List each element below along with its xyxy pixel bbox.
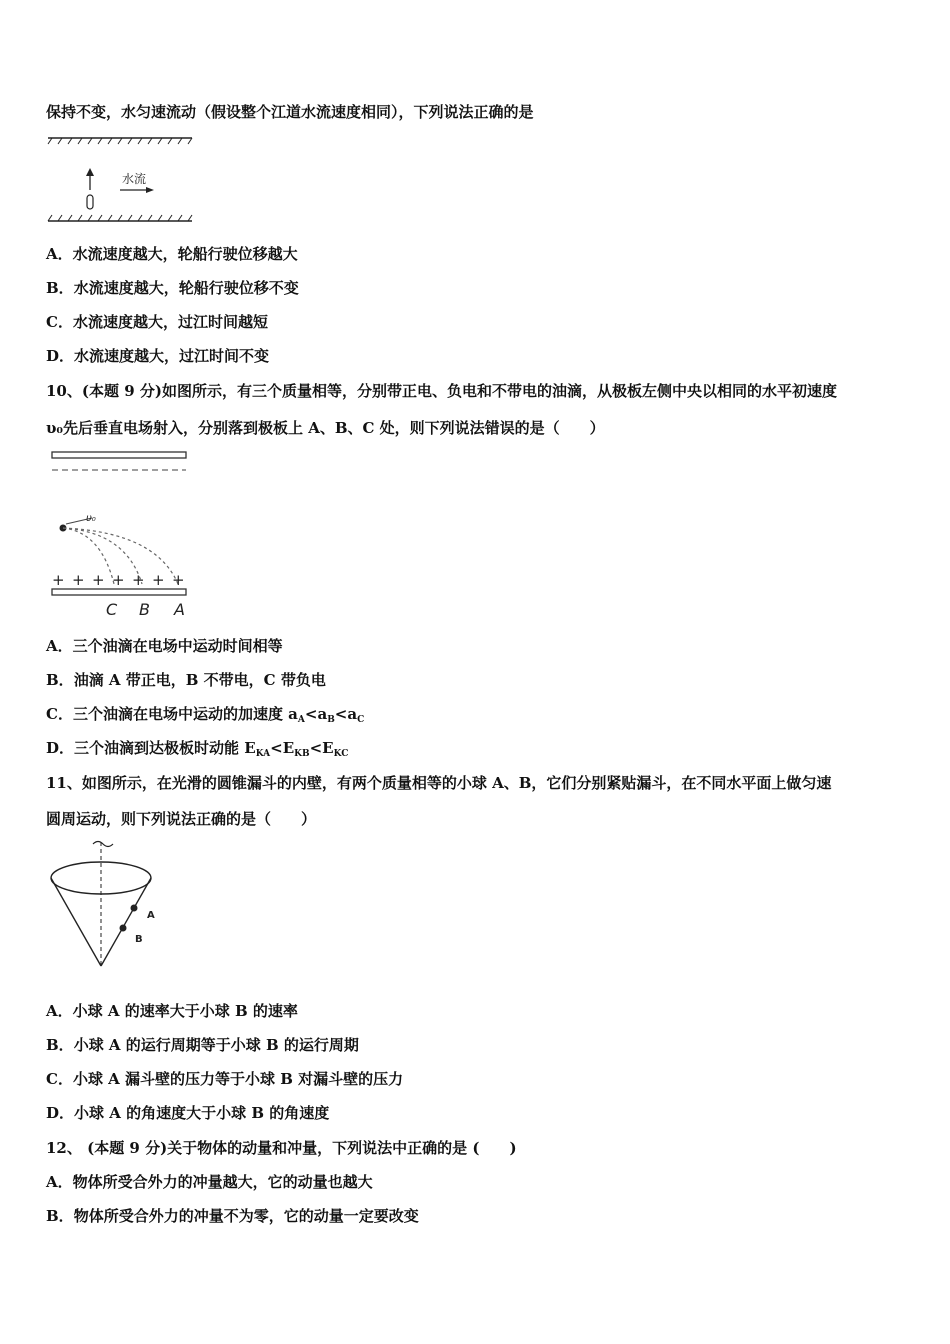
ball-b-label: B [135,934,143,945]
point-a-label: A [174,600,185,619]
q10-option-d: D．三个油滴到达极板时动能 $E_{KA}<E_{KB}<E_{KC}$ [46,739,349,759]
svg-text:+: + [92,571,105,589]
capacitor-figure [46,448,196,623]
q10-option-a: A．三个油滴在电场中运动时间相等 [46,637,283,655]
svg-text:+: + [152,571,165,589]
q11-stem-line2: 圆周运动，则下列说法正确的是（ ） [46,810,317,828]
q11-option-b: B．小球 A 的运行周期等于小球 B 的运行周期 [46,1036,359,1054]
q11-option-d: D．小球 A 的角速度大于小球 B 的角速度 [46,1104,330,1122]
funnel-figure [46,838,176,978]
q12-stem-line1: 12、 (本题 9 分)关于物体的动量和冲量，下列说法中正确的是 ( ) [46,1139,517,1157]
svg-text:+: + [172,571,185,589]
v0-label: υ₀ [86,513,96,524]
river-figure [46,128,198,228]
svg-text:+: + [112,571,125,589]
q9-option-d: D．水流速度越大，过江时间不变 [46,347,270,365]
q11-option-a: A．小球 A 的速率大于小球 B 的速率 [46,1002,298,1020]
q10-stem-line1: 10、(本题 9 分)如图所示，有三个质量相等，分别带正电、负电和不带电的油滴，从极板左侧中央以相同的水平初速度 [46,382,837,400]
q12-option-b: B．物体所受合外力的冲量不为零，它的动量一定要改变 [46,1207,419,1225]
svg-text:+: + [72,571,85,589]
svg-text:+: + [52,571,65,589]
q10-stem-line2: υ₀先后垂直电场射入，分别落到极板上 A、B、C 处，则下列说法错误的是（ ） [46,419,605,437]
ball-a-label: A [147,910,155,921]
q11-option-c: C．小球 A 漏斗壁的压力等于小球 B 对漏斗壁的压力 [46,1070,404,1088]
point-c-label: C [106,600,118,619]
q10-option-c: C．三个油滴在电场中运动的加速度 $a_A<a_B<a_C$ [46,705,365,725]
point-b-label: B [139,600,150,619]
q9-option-b: B．水流速度越大，轮船行驶位移不变 [46,279,299,297]
water-flow-label: 水流 [122,172,147,186]
svg-text:+: + [132,571,145,589]
q9-option-c: C．水流速度越大，过江时间越短 [46,313,268,331]
q9-intro: 保持不变，水匀速流动（假设整个江道水流速度相同），下列说法正确的是 [46,103,534,121]
q9-option-a: A．水流速度越大，轮船行驶位移越大 [46,245,298,263]
q10-option-b: B．油滴 A 带正电，B 不带电，C 带负电 [46,671,326,689]
q11-stem-line1: 11、如图所示，在光滑的圆锥漏斗的内壁，有两个质量相等的小球 A、B，它们分别紧贴漏斗，在不同水平面上做匀速 [46,774,832,792]
q12-option-a: A．物体所受合外力的冲量越大，它的动量也越大 [46,1173,373,1191]
